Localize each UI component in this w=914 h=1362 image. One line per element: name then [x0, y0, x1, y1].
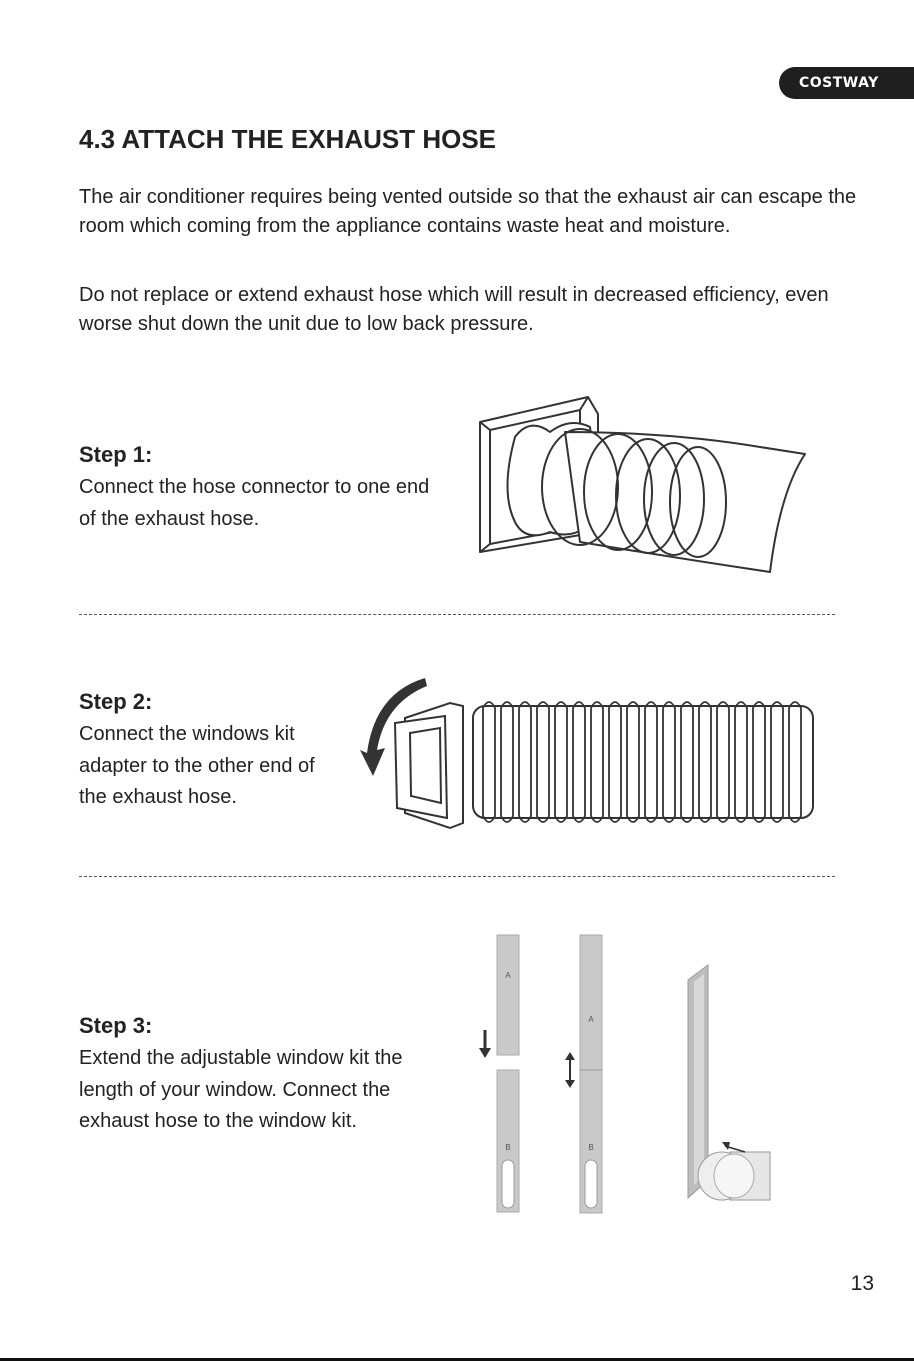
warning-paragraph: Do not replace or extend exhaust hose which will result in decreased efficiency, even worse shut down the unit due to low back pressure.	[79, 284, 829, 335]
step-2-text: Connect the windows kit adapter to the other end of the exhaust hose.	[79, 723, 315, 808]
window-kit-illustration	[460, 930, 790, 1220]
panel-a-label: A	[588, 1015, 594, 1024]
arrow-left-icon	[722, 1142, 745, 1152]
window-adapter-hose-illustration	[355, 668, 825, 833]
arrow-down-icon	[479, 1030, 491, 1058]
bottom-rule	[0, 1358, 914, 1361]
step-2-heading: Step 2:	[79, 689, 153, 714]
intro-paragraph: The air conditioner requires being vented outside so that the exhaust air can escape the room which coming from the appliance contains waste heat and moisture.	[79, 186, 857, 237]
step-divider	[79, 876, 835, 877]
panel-b-label: B	[505, 1143, 511, 1152]
page-number: 13	[850, 1272, 874, 1295]
step-divider	[79, 614, 835, 615]
step-1-text: Connect the hose connector to one end of the exhaust hose.	[79, 476, 430, 530]
arrow-up-down-icon	[565, 1052, 575, 1088]
hose-connector-illustration	[470, 392, 810, 582]
brand-logo: COSTWAY	[779, 67, 914, 99]
step-3-text: Extend the adjustable window kit the length of your window. Connect the exhaust hose to the window kit.	[79, 1047, 403, 1132]
step-3-heading: Step 3:	[79, 1013, 153, 1038]
section-title: 4.3 ATTACH THE EXHAUST HOSE	[79, 124, 497, 154]
panel-b-label: B	[588, 1143, 594, 1152]
step-1-heading: Step 1:	[79, 442, 153, 467]
panel-a-label: A	[505, 971, 511, 980]
